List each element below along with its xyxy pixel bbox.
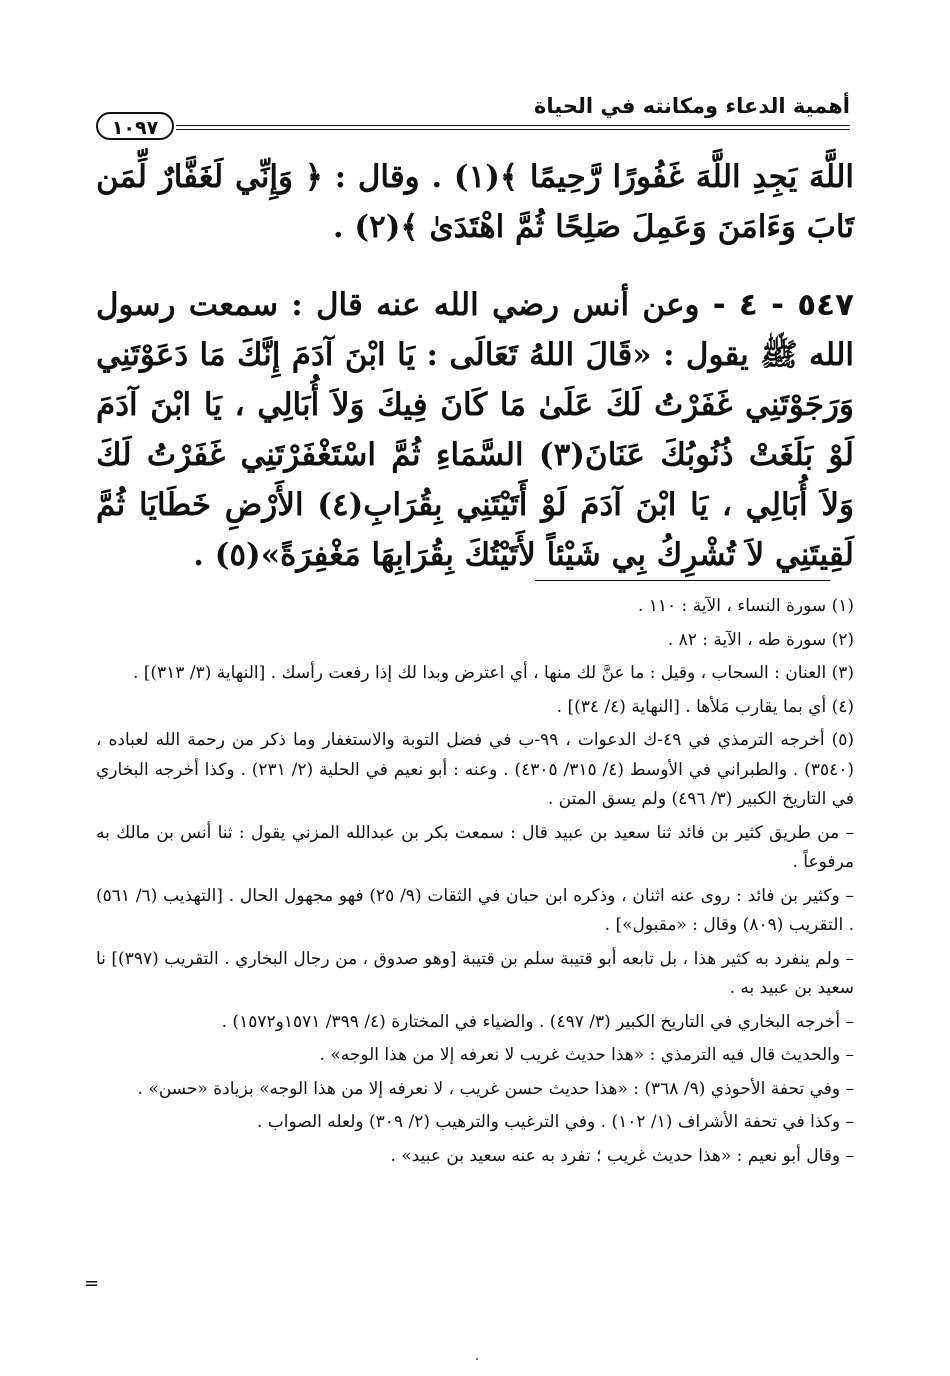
footnote: (٢) سورة طه ، الآية : ٨٢ .: [667, 629, 854, 650]
footnote-separator: [535, 580, 830, 581]
footnote: (٤) أي بما يقارب مَلأها . [النهاية (٤/ ٣٤)] .: [556, 696, 854, 717]
running-title: أهمية الدعاء ومكانته في الحياة: [534, 94, 850, 118]
footnote-note: – ولم ينفرد به كثير هذا ، بل تابعه أبو قتيبة سلم بن قتيبة [وهو صدوق ، من رجال البخاري . التقريب (٣٩٧)] نا سعيد بن عبيد به .: [96, 948, 854, 998]
footnote-note: – وقال أبو نعيم : «هذا حديث غريب ؛ تفرد به عنه سعيد بن عبيد» .: [390, 1145, 854, 1166]
page-dot: [476, 1358, 478, 1360]
page-number: ١٠٩٧: [96, 112, 174, 140]
verse-paragraph: اللَّهَ يَجِدِ اللَّهَ غَفُورًا رَّحِيمًا ﴾(١) . وقال : ﴿ وَإِنِّي لَغَفَّارٌ لِّمَن تَابَ وَءَامَنَ وَعَمِلَ صَلِحًا ثُمَّ اهْتَدَىٰ ﴾(٢) .: [96, 159, 854, 245]
continuation-marker: =: [84, 1273, 100, 1294]
footnote: (٣) العنان : السحاب ، وقيل : ما عنَّ لك منها ، أي اعترض وبدا لك إذا رفعت رأسك . [النهاية (٣/ ٣١٣)] .: [132, 663, 854, 683]
footnote: (١) سورة النساء ، الآية : ١١٠ .: [637, 596, 854, 616]
footnote-note: – وكذا في تحفة الأشراف (١/ ١٠٢) . وفي الترغيب والترهيب (٢/ ٣٠٩) ولعله الصواب .: [256, 1112, 854, 1132]
hadith-text: وعن أنس رضي الله عنه قال : سمعت رسول الله ﷺ يقول : «قَالَ اللهُ تَعَالَى : يَا ابْنَ آدَمَ إِنَّكَ مَا دَعَوْتَنِي وَرَجَوْتَنِي غَفَرْتُ لَكَ عَلَىٰ مَا كَانَ فِيكَ وَلاَ أُبَالِي ، يَا ابْنَ آدَمَ لَوْ بَلَغَتْ ذُنُوبُكَ عَنَانَ(٣) السَّمَاءِ ثُمَّ اسْتَغْفَرْتَنِي غَفَرْتُ لَكَ وَلاَ أُبَالِي ، يَا ابْنَ آدَمَ لَوْ أَتَيْتَنِي بِقُرَابِ(٤) الأَرْضِ خَطَايَا ثُمَّ لَقِيتَنِي لاَ تُشْرِكُ بِي شَيْئاً لأَتَيْتُكَ بِقُرَابِهَا مَغْفِرَةً»(٥) .: [96, 287, 854, 573]
hadith-paragraph: [96, 280, 854, 580]
header-rule: [176, 125, 850, 126]
footnote-note: – من طريق كثير بن فائد ثنا سعيد بن عبيد قال : سمعت بكر بن عبدالله المزني يقول : ثنا أنس بن مالك به مرفوعاً .: [96, 822, 854, 872]
main-text: [96, 152, 854, 580]
footnote-note: – وكثير بن فائد : روى عنه اثنان ، وذكره ابن حبان في الثقات (٩/ ٢٥) فهو مجهول الحال . [التهذيب (٦/ ٥٦١) . التقريب (٨٠٩) وقال : «مقبول»] .: [96, 885, 854, 935]
header-rule-thin: [176, 129, 850, 130]
footnote-note: – وفي تحفة الأحوذي (٩/ ٣٦٨) : «هذا حديث حسن غريب ، لا نعرفه إلا من هذا الوجه» بزيادة «حسن» .: [137, 1078, 854, 1099]
footnote-note: – أخرجه البخاري في التاريخ الكبير (٣/ ٤٩٧) . والضياء في المختارة (٤/ ٣٩٩/ ١٥٧١و١٥٧٢) .: [221, 1011, 854, 1032]
footnote: (٥) أخرجه الترمذي في ٤٩-ك الدعوات ، ٩٩-ب في فضل التوبة والاستغفار وما ذكر من رحمة الله لعباده ، (٣٥٤٠) . والطبراني في الأوسط (٤/ ٣١٥/ ٤٣٠٥) . وعنه : أبو نعيم في الحلية (٢/ ٢٣١) . وكذا أخرجه البخاري في التاريخ الكبير (٣/ ٤٩٦) ولم يسق المتن .: [96, 730, 854, 809]
hadith-number: ٥٤٧ - ٤ -: [712, 287, 854, 323]
page-header: [96, 92, 850, 140]
footnotes: [96, 592, 854, 1175]
footnote-note: – والحديث قال فيه الترمذي : «هذا حديث غريب لا نعرفه إلا من هذا الوجه» .: [319, 1045, 854, 1065]
